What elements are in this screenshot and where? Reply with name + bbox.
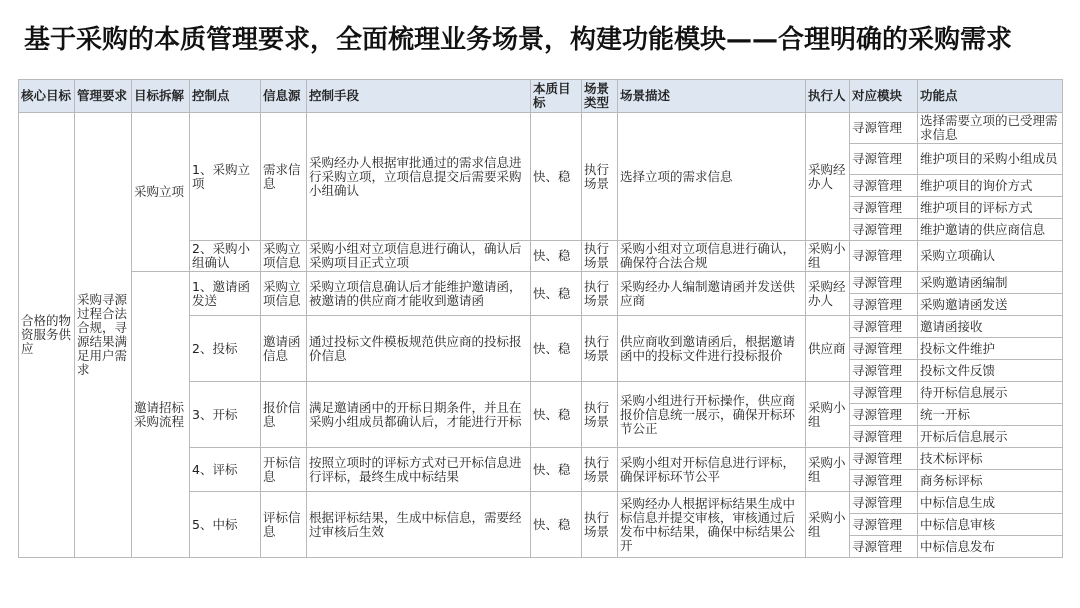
essential-goal-cell: 快、稳 <box>531 113 582 241</box>
module-cell: 寻源管理 <box>850 382 918 404</box>
module-cell: 寻源管理 <box>850 470 918 492</box>
module-cell: 寻源管理 <box>850 426 918 448</box>
column-header: 管理要求 <box>75 80 132 113</box>
module-cell: 寻源管理 <box>850 536 918 558</box>
function-point-cell: 采购立项确认 <box>918 241 1063 272</box>
executor-cell: 采购小组 <box>806 382 850 448</box>
column-header: 对应模块 <box>850 80 918 113</box>
function-point-cell: 邀请函接收 <box>918 316 1063 338</box>
table-row <box>19 272 1063 294</box>
column-header: 信息源 <box>261 80 307 113</box>
core-goal-cell: 合格的物资服务供应 <box>19 113 75 558</box>
column-header: 控制点 <box>190 80 261 113</box>
module-cell: 寻源管理 <box>850 514 918 536</box>
function-point-cell: 投标文件维护 <box>918 338 1063 360</box>
executor-cell: 采购小组 <box>806 241 850 272</box>
control-point-cell: 2、投标 <box>190 316 261 382</box>
module-cell: 寻源管理 <box>850 272 918 294</box>
control-point-cell: 1、采购立项 <box>190 113 261 241</box>
function-point-cell: 采购邀请函发送 <box>918 294 1063 316</box>
control-point-cell: 5、中标 <box>190 492 261 558</box>
scene-type-cell: 执行场景 <box>582 241 618 272</box>
module-cell: 寻源管理 <box>850 219 918 241</box>
function-point-cell: 投标文件反馈 <box>918 360 1063 382</box>
essential-goal-cell: 快、稳 <box>531 272 582 316</box>
scene-type-cell: 执行场景 <box>582 382 618 448</box>
executor-cell: 采购经办人 <box>806 113 850 241</box>
control-means-cell: 满足邀请函中的开标日期条件，并且在采购小组成员都确认后，才能进行开标 <box>307 382 531 448</box>
scene-desc-cell: 供应商收到邀请函后，根据邀请函中的投标文件进行投标报价 <box>618 316 806 382</box>
info-source-cell: 邀请函信息 <box>261 316 307 382</box>
control-means-cell: 采购小组对立项信息进行确认，确认后采购项目正式立项 <box>307 241 531 272</box>
executor-cell: 采购经办人 <box>806 272 850 316</box>
function-point-cell: 中标信息审核 <box>918 514 1063 536</box>
mgmt-req-cell: 采购寻源过程合法合规，寻源结果满足用户需求 <box>75 113 132 558</box>
module-cell: 寻源管理 <box>850 113 918 144</box>
scene-type-cell: 执行场景 <box>582 492 618 558</box>
scene-type-cell: 执行场景 <box>582 113 618 241</box>
control-means-cell: 采购立项信息确认后才能维护邀请函，被邀请的供应商才能收到邀请函 <box>307 272 531 316</box>
executor-cell: 采购小组 <box>806 492 850 558</box>
table-body <box>19 113 1063 558</box>
function-point-cell: 维护邀请的供应商信息 <box>918 219 1063 241</box>
essential-goal-cell: 快、稳 <box>531 241 582 272</box>
info-source-cell: 报价信息 <box>261 382 307 448</box>
executor-cell: 采购小组 <box>806 448 850 492</box>
scene-desc-cell: 采购小组对开标信息进行评标，确保评标环节公平 <box>618 448 806 492</box>
scene-desc-cell: 选择立项的需求信息 <box>618 113 806 241</box>
essential-goal-cell: 快、稳 <box>531 382 582 448</box>
control-means-cell: 采购经办人根据审批通过的需求信息进行采购立项，立项信息提交后需要采购小组确认 <box>307 113 531 241</box>
column-header: 核心目标 <box>19 80 75 113</box>
control-means-cell: 根据评标结果，生成中标信息，需要经过审核后生效 <box>307 492 531 558</box>
module-cell: 寻源管理 <box>850 144 918 175</box>
module-cell: 寻源管理 <box>850 404 918 426</box>
table-row <box>19 113 1063 144</box>
control-point-cell: 2、采购小组确认 <box>190 241 261 272</box>
module-cell: 寻源管理 <box>850 294 918 316</box>
control-means-cell: 通过投标文件模板规范供应商的投标报价信息 <box>307 316 531 382</box>
scene-type-cell: 执行场景 <box>582 448 618 492</box>
essential-goal-cell: 快、稳 <box>531 448 582 492</box>
control-point-cell: 4、评标 <box>190 448 261 492</box>
function-point-cell: 统一开标 <box>918 404 1063 426</box>
column-header: 场景描述 <box>618 80 806 113</box>
info-source-cell: 采购立项信息 <box>261 241 307 272</box>
column-header: 场景类型 <box>582 80 618 113</box>
control-point-cell: 3、开标 <box>190 382 261 448</box>
function-point-cell: 维护项目的采购小组成员 <box>918 144 1063 175</box>
module-cell: 寻源管理 <box>850 338 918 360</box>
scene-type-cell: 执行场景 <box>582 316 618 382</box>
table-header-row <box>19 80 1063 113</box>
control-point-cell: 1、邀请函发送 <box>190 272 261 316</box>
module-cell: 寻源管理 <box>850 316 918 338</box>
info-source-cell: 开标信息 <box>261 448 307 492</box>
decomp-cell: 邀请招标采购流程 <box>132 272 190 558</box>
scene-desc-cell: 采购经办人根据评标结果生成中标信息并提交审核，审核通过后发布中标结果，确保中标结果公开 <box>618 492 806 558</box>
requirements-table-wrap <box>18 79 1062 558</box>
requirements-table <box>18 79 1063 558</box>
module-cell: 寻源管理 <box>850 197 918 219</box>
scene-desc-cell: 采购经办人编制邀请函并发送供应商 <box>618 272 806 316</box>
info-source-cell: 需求信息 <box>261 113 307 241</box>
column-header: 控制手段 <box>307 80 531 113</box>
essential-goal-cell: 快、稳 <box>531 316 582 382</box>
function-point-cell: 商务标评标 <box>918 470 1063 492</box>
module-cell: 寻源管理 <box>850 360 918 382</box>
function-point-cell: 维护项目的询价方式 <box>918 175 1063 197</box>
module-cell: 寻源管理 <box>850 492 918 514</box>
info-source-cell: 评标信息 <box>261 492 307 558</box>
essential-goal-cell: 快、稳 <box>531 492 582 558</box>
decomp-cell: 采购立项 <box>132 113 190 272</box>
module-cell: 寻源管理 <box>850 448 918 470</box>
column-header: 执行人 <box>806 80 850 113</box>
control-means-cell: 按照立项时的评标方式对已开标信息进行评标，最终生成中标结果 <box>307 448 531 492</box>
column-header: 目标拆解 <box>132 80 190 113</box>
module-cell: 寻源管理 <box>850 175 918 197</box>
column-header: 功能点 <box>918 80 1063 113</box>
function-point-cell: 待开标信息展示 <box>918 382 1063 404</box>
scene-desc-cell: 采购小组对立项信息进行确认，确保符合法合规 <box>618 241 806 272</box>
function-point-cell: 维护项目的评标方式 <box>918 197 1063 219</box>
function-point-cell: 采购邀请函编制 <box>918 272 1063 294</box>
scene-type-cell: 执行场景 <box>582 272 618 316</box>
info-source-cell: 采购立项信息 <box>261 272 307 316</box>
function-point-cell: 技术标评标 <box>918 448 1063 470</box>
scene-desc-cell: 采购小组进行开标操作，供应商报价信息统一展示，确保开标环节公正 <box>618 382 806 448</box>
function-point-cell: 选择需要立项的已受理需求信息 <box>918 113 1063 144</box>
page-title: 基于采购的本质管理要求，全面梳理业务场景，构建功能模块——合理明确的采购需求 <box>24 25 1013 55</box>
function-point-cell: 中标信息发布 <box>918 536 1063 558</box>
function-point-cell: 中标信息生成 <box>918 492 1063 514</box>
module-cell: 寻源管理 <box>850 241 918 272</box>
function-point-cell: 开标后信息展示 <box>918 426 1063 448</box>
column-header: 本质目标 <box>531 80 582 113</box>
executor-cell: 供应商 <box>806 316 850 382</box>
